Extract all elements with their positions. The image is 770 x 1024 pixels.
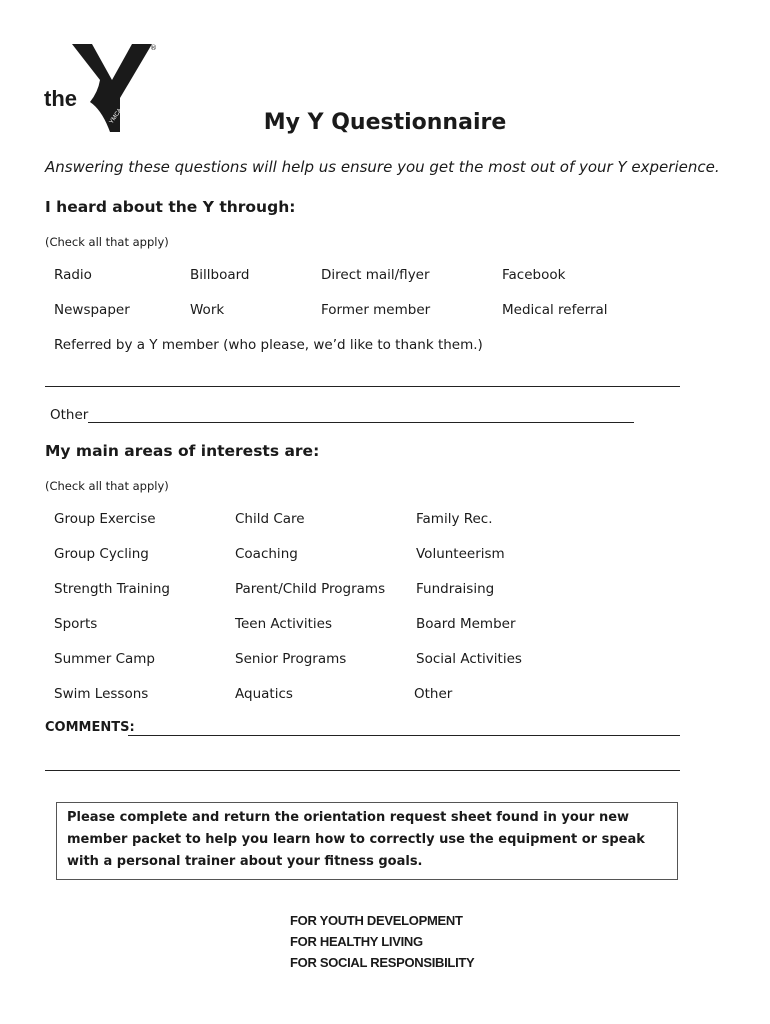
option-facebook[interactable]: Facebook <box>502 267 566 283</box>
comments-label: COMMENTS: <box>45 720 135 735</box>
interests-heading: My main areas of interests are: <box>45 442 320 460</box>
interest-strength-training[interactable]: Strength Training <box>54 581 170 597</box>
interest-fundraising[interactable]: Fundraising <box>416 581 495 597</box>
tagline-healthy-living: FOR HEALTHY LIVING <box>290 934 423 949</box>
tagline-social-responsibility: FOR SOCIAL RESPONSIBILITY <box>290 955 475 970</box>
page-title: My Y Questionnaire <box>263 110 507 135</box>
interest-board-member[interactable]: Board Member <box>416 616 516 632</box>
logo-the-text: the <box>44 86 77 111</box>
heard-other-label: Other <box>50 407 89 423</box>
interest-swim-lessons[interactable]: Swim Lessons <box>54 686 149 702</box>
option-billboard[interactable]: Billboard <box>190 267 250 283</box>
logo-ymca-text: YMCA <box>108 107 124 126</box>
heard-note: (Check all that apply) <box>45 235 169 249</box>
option-newspaper[interactable]: Newspaper <box>54 302 130 318</box>
interests-note: (Check all that apply) <box>45 479 169 493</box>
option-referred-by-member[interactable]: Referred by a Y member (who please, we’d like to thank them.) <box>54 337 483 353</box>
option-former-member[interactable]: Former member <box>321 302 431 318</box>
interest-family-rec[interactable]: Family Rec. <box>416 511 493 527</box>
interest-senior-programs[interactable]: Senior Programs <box>235 651 347 667</box>
interest-group-exercise[interactable]: Group Exercise <box>54 511 156 527</box>
interest-child-care[interactable]: Child Care <box>235 511 305 527</box>
interest-teen-activities[interactable]: Teen Activities <box>235 616 332 632</box>
interest-social-activities[interactable]: Social Activities <box>416 651 522 667</box>
interest-volunteerism[interactable]: Volunteerism <box>416 546 505 562</box>
option-direct-mail[interactable]: Direct mail/flyer <box>321 267 430 283</box>
tagline-youth-development: FOR YOUTH DEVELOPMENT <box>290 913 463 928</box>
interest-group-cycling[interactable]: Group Cycling <box>54 546 149 562</box>
interest-parent-child[interactable]: Parent/Child Programs <box>235 581 386 597</box>
referred-name-line[interactable] <box>45 386 680 387</box>
interest-coaching[interactable]: Coaching <box>235 546 298 562</box>
comments-line-2[interactable] <box>45 770 680 771</box>
interest-sports[interactable]: Sports <box>54 616 98 632</box>
option-radio[interactable]: Radio <box>54 267 92 283</box>
registered-mark: ® <box>150 44 157 52</box>
intro-text: Answering these questions will help us ensure you get the most out of your Y experience. <box>45 158 720 176</box>
option-work[interactable]: Work <box>190 302 225 318</box>
interest-summer-camp[interactable]: Summer Camp <box>54 651 155 667</box>
comments-line-1[interactable] <box>128 735 680 736</box>
heard-heading: I heard about the Y through: <box>45 198 296 216</box>
option-medical-referral[interactable]: Medical referral <box>502 302 608 318</box>
heard-other-line[interactable] <box>88 422 634 423</box>
orientation-notice: Please complete and return the orientation request sheet found in your new member packet to help you learn how to correctly use the equipment or speak with a personal trainer about your fitness goals. <box>56 802 678 880</box>
interest-other[interactable]: Other <box>414 686 453 702</box>
interest-aquatics[interactable]: Aquatics <box>235 686 293 702</box>
